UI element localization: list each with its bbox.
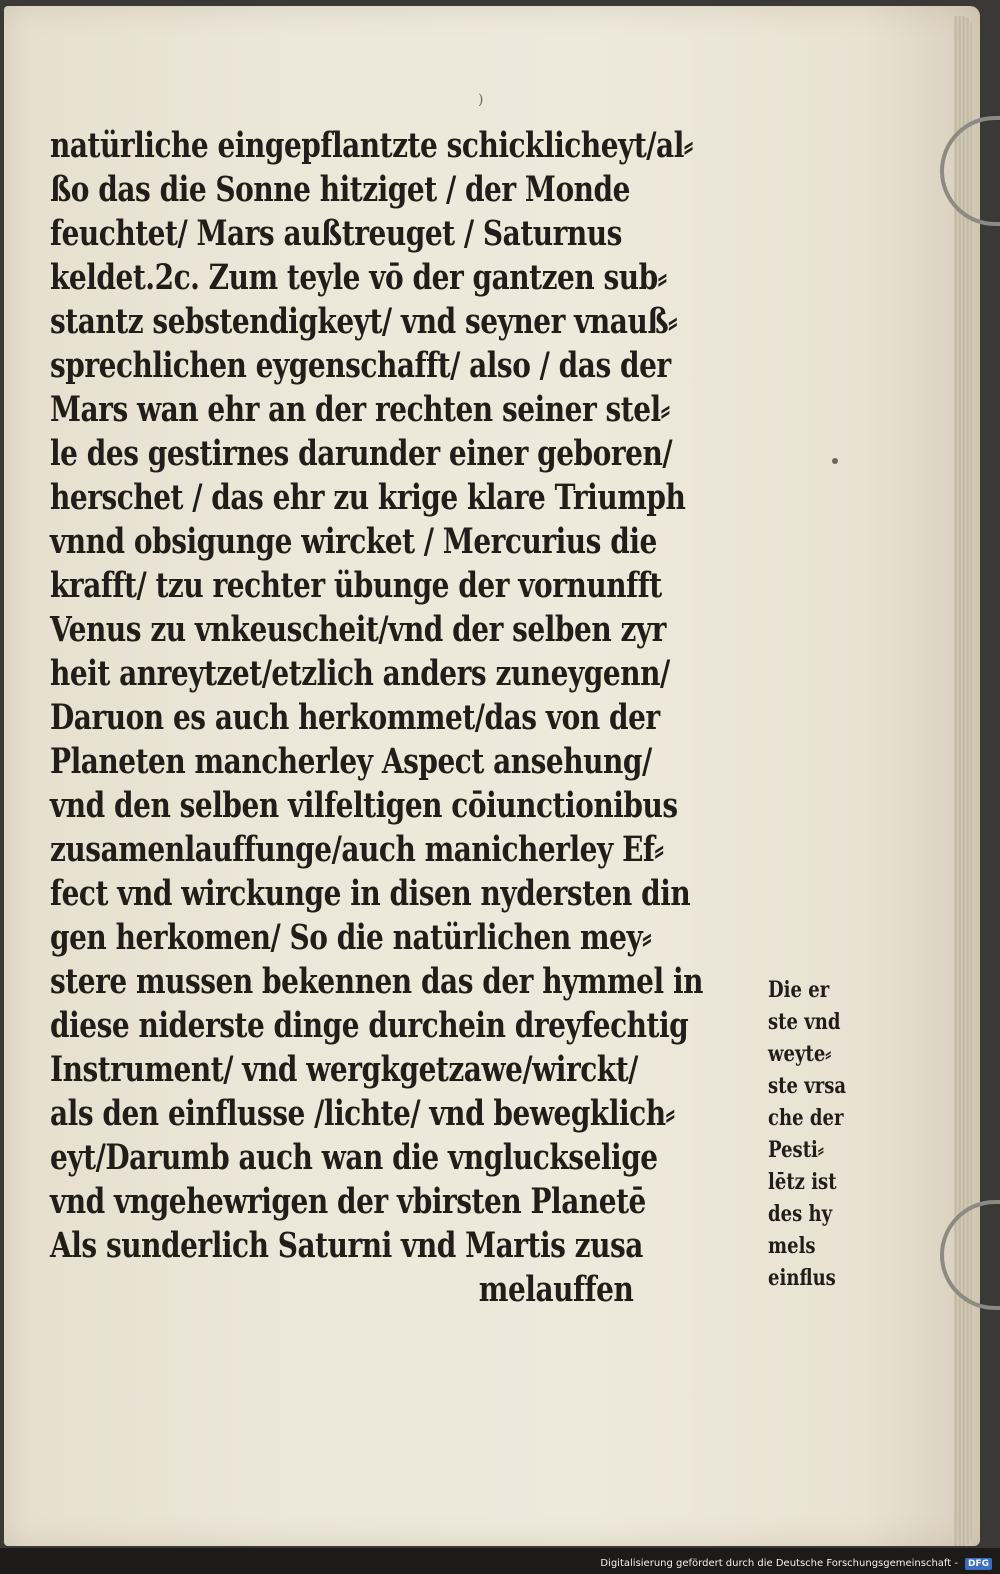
text-line: Als sunderlich Saturni vnd Martis zusa (50, 1225, 643, 1266)
text-line: stere mussen bekennen das der hymmel in (50, 961, 703, 1002)
text-line: fect vnd wirckunge in disen nydersten din (50, 873, 691, 914)
signature-mark: ) (478, 92, 484, 108)
footer-bar (0, 1548, 1000, 1574)
text-line: herschet / das ehr zu krige klare Triumph (50, 477, 686, 518)
margin-note-line: Die er (768, 977, 830, 1003)
text-line: feuchtet/ Mars außtreuget / Saturnus (50, 213, 622, 254)
text-line: eyt/Darumb auch wan die vngluckselige (50, 1137, 658, 1178)
main-text-block (50, 124, 798, 1312)
text-line: le des gestirnes darunder einer geboren/ (50, 433, 673, 474)
margin-note (768, 974, 888, 1294)
dfg-logo: DFG (965, 1558, 992, 1570)
text-line: stantz sebstendigkeyt/ vnd seyner vnauß⸗ (50, 301, 677, 342)
ink-speck (832, 458, 838, 464)
text-line: ßo das die Sonne hitziget / der Monde (50, 169, 630, 210)
text-line: als den einflusse /lichte/ vnd bewegklich⸗ (50, 1093, 675, 1134)
catchword: melauffen (478, 1269, 634, 1310)
margin-note-line: einflus (768, 1265, 836, 1291)
margin-note-line: des hy (768, 1201, 833, 1227)
text-line: gen herkomen/ So die natürlichen mey⸗ (50, 917, 652, 958)
text-line: diese niderste dinge durchein dreyfechtig (50, 1005, 689, 1046)
text-line: vnd vngehewrigen der vbirsten Planetē (50, 1181, 646, 1222)
book-page (4, 6, 980, 1546)
text-line: Instrument/ vnd wergkgetzawe/wirckt/ (50, 1049, 638, 1090)
margin-note-line: mels (768, 1233, 816, 1259)
text-line: vnnd obsigunge wircket / Mercurius die (50, 521, 657, 562)
text-line: keldet.2c. Zum teyle vō der gantzen sub⸗ (50, 257, 667, 298)
margin-note-line: Pesti⸗ (768, 1137, 824, 1163)
margin-note-line: weyte⸗ (768, 1041, 832, 1067)
text-line: krafft/ tzu rechter übunge der vornunfft (50, 565, 662, 606)
margin-note-line: ste vrsa (768, 1073, 847, 1099)
text-line: natürliche eingepflantzte schicklicheyt/al⸗ (50, 125, 693, 166)
text-line: zusamenlauffunge/auch manicherley Ef⸗ (50, 829, 664, 870)
funding-credit: Digitalisierung gefördert durch die Deutsche Forschungsgemeinschaft - (600, 1558, 958, 1569)
text-line: Daruon es auch herkommet/das von der (50, 697, 660, 738)
margin-note-line: lētz ist (768, 1169, 837, 1195)
text-line: sprechlichen eygenschafft/ also / das der (50, 345, 671, 386)
page-edge-stack (954, 16, 972, 1546)
text-line: vnd den selben vilfeltigen cōiunctionibus (50, 785, 678, 826)
text-line: Planeten mancherley Aspect ansehung/ (50, 741, 652, 782)
text-line: Venus zu vnkeuscheit/vnd der selben zyr (50, 609, 666, 650)
margin-note-line: che der (768, 1105, 844, 1131)
text-line: heit anreytzet/etzlich anders zuneygenn/ (50, 653, 670, 694)
margin-note-line: ste vnd (768, 1009, 841, 1035)
text-line: Mars wan ehr an der rechten seiner stel⸗ (50, 389, 670, 430)
